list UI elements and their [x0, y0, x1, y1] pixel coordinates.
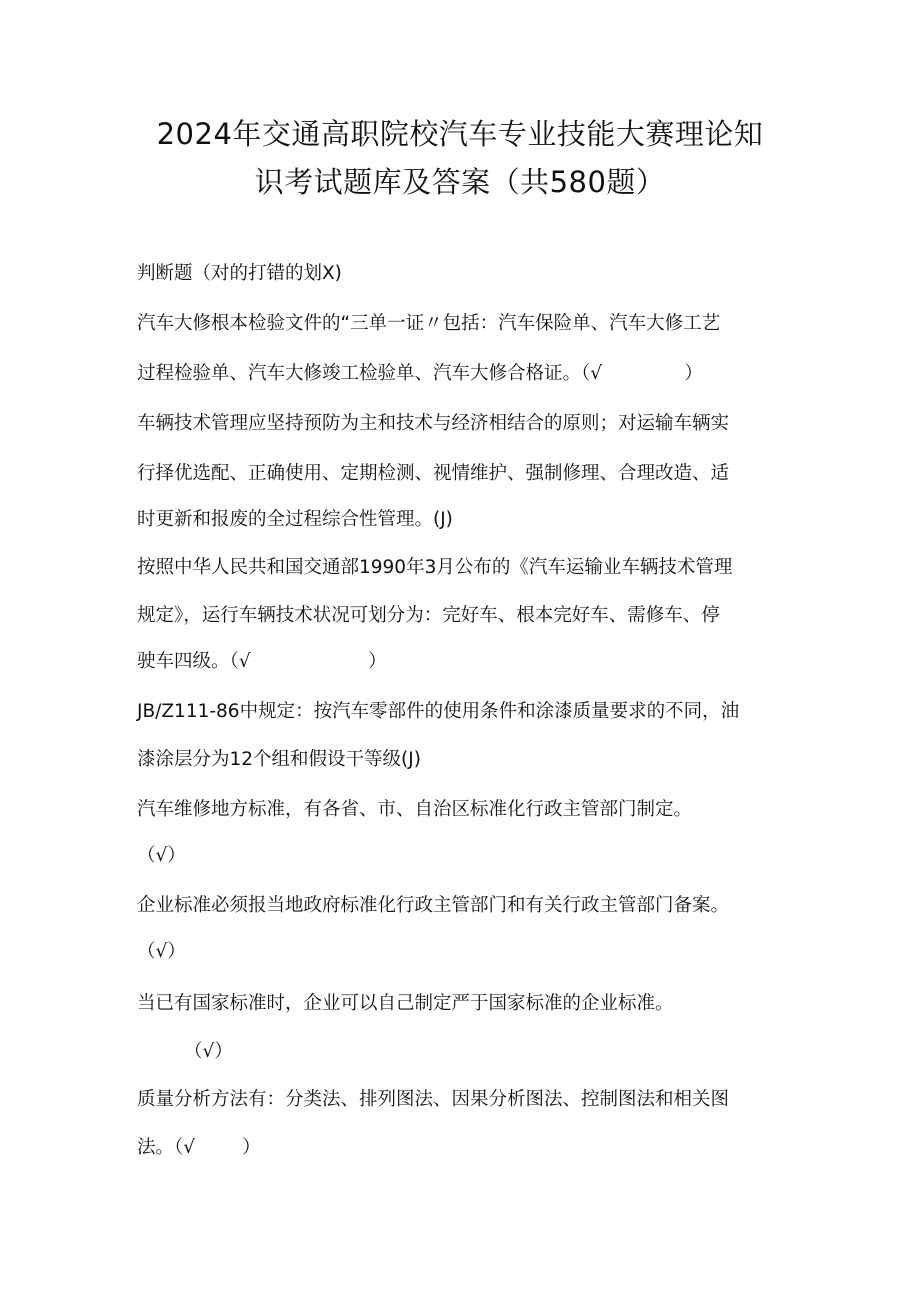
question-text-line: JB/Z111-86中规定：按汽车零部件的使用条件和涂漆质量要求的不同，油: [137, 701, 740, 722]
question-text-line: 按照中华人民共和国交通部1990年3月公布的《汽车运输业车辆技术管理: [137, 557, 733, 578]
question-text-line: 规定》，运行车辆技术状况可划分为：完好车、根本完好车、需修车、停: [137, 605, 720, 626]
section-heading: 判断题（对的打错的划X): [137, 263, 342, 284]
question-text-line: 过程检验单、汽车大修竣工检验单、汽车大修合格证。（√ ）: [137, 363, 703, 384]
question-text-line: 当已有国家标准时，企业可以自己制定严于国家标准的企业标准。: [137, 993, 674, 1014]
document-title-line-2: 识考试题库及答案（共580题）: [254, 165, 666, 199]
question-text-line: 时更新和报废的全过程综合性管理。(J): [137, 509, 453, 530]
answer-mark: （√）: [137, 845, 186, 866]
answer-mark: （√）: [137, 1041, 233, 1062]
question-text-line: 行择优选配、正确使用、定期检测、视情维护、强制修理、合理改造、适: [137, 463, 730, 484]
question-text-line: 漆涂层分为12个组和假设干等级(J): [137, 749, 421, 770]
question-text-line: 质量分析方法有：分类法、排列图法、因果分析图法、控制图法和相关图: [137, 1089, 730, 1110]
question-text-line: 驶车四级。（√ ）: [137, 651, 387, 672]
question-text-line: 汽车大修根本检验文件的“三单一证〃包括：汽车保险单、汽车大修工艺: [137, 313, 721, 334]
question-text-line: 法。（√ ）: [137, 1137, 261, 1158]
question-text-line: 企业标准必须报当地政府标准化行政主管部门和有关行政主管部门备案。: [137, 895, 730, 916]
question-text-line: 汽车维修地方标准，有各省、市、自治区标准化行政主管部门制定。: [137, 799, 693, 820]
document-title-line-1: 2024年交通高职院校汽车专业技能大赛理论知: [156, 117, 764, 151]
question-text-line: 车辆技术管理应坚持预防为主和技术与经济相结合的原则；对运输车辆实: [137, 413, 730, 434]
answer-mark: （√）: [137, 941, 186, 962]
